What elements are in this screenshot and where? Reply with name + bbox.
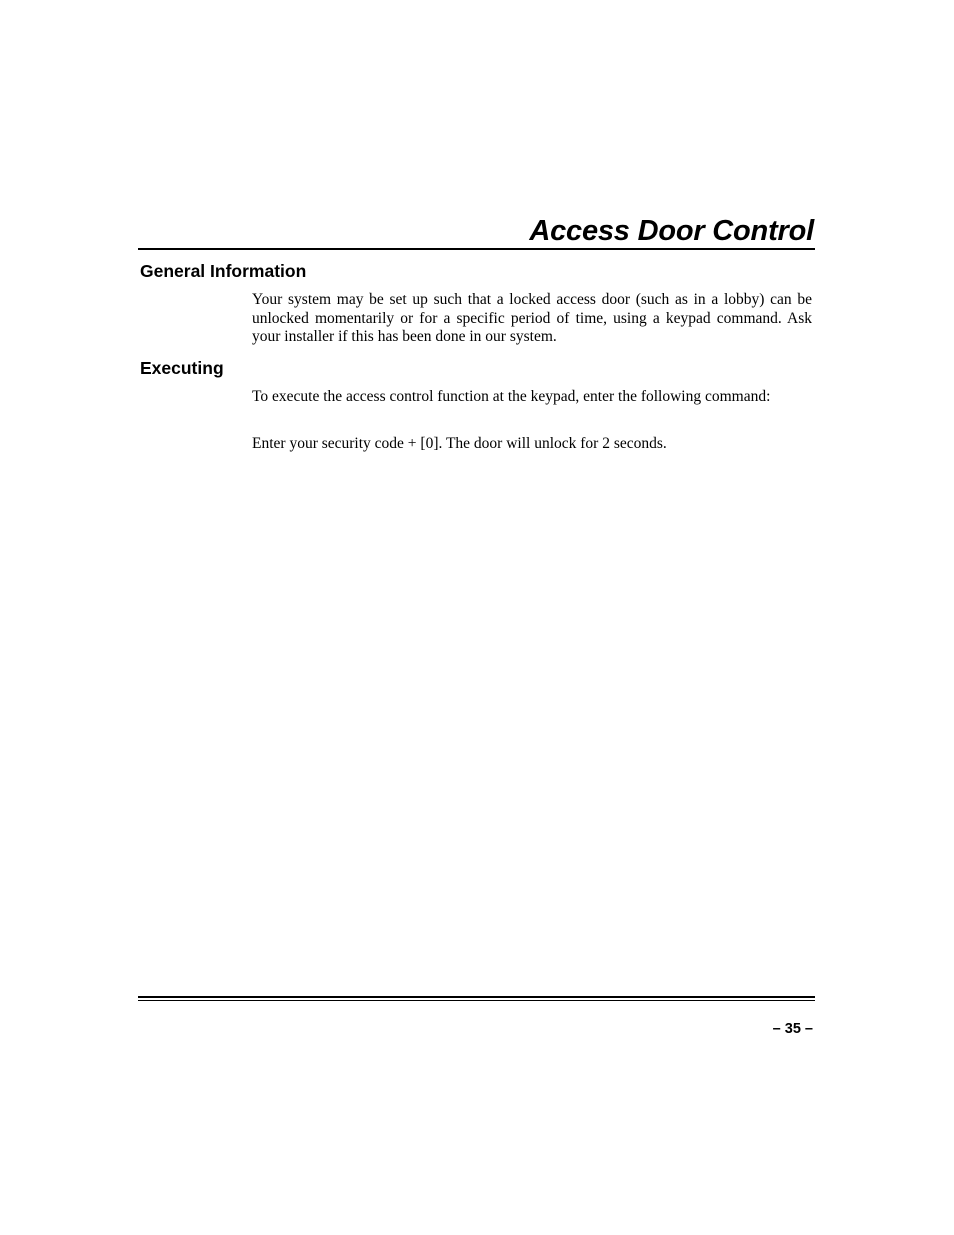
title-divider bbox=[138, 248, 815, 250]
section-heading-general-information: General Information bbox=[140, 261, 307, 281]
executing-paragraph-2: Enter your security code + [0]. The door will unlock for 2 seconds. bbox=[252, 435, 667, 452]
section-heading-executing: Executing bbox=[140, 358, 224, 378]
page-title: Access Door Control bbox=[529, 215, 814, 247]
footer-divider-thin bbox=[138, 1000, 815, 1001]
footer-divider-thick bbox=[138, 996, 815, 998]
executing-paragraph-1: To execute the access control function at the keypad, enter the following command: bbox=[252, 388, 771, 405]
page-number: – 35 – bbox=[772, 1021, 813, 1037]
general-information-paragraph: Your system may be set up such that a locked access door (such as in a lobby) can be unlocked momentarily or for a specific period of time, using a keypad command. Ask your installer if this has been done in our system. bbox=[252, 291, 812, 345]
